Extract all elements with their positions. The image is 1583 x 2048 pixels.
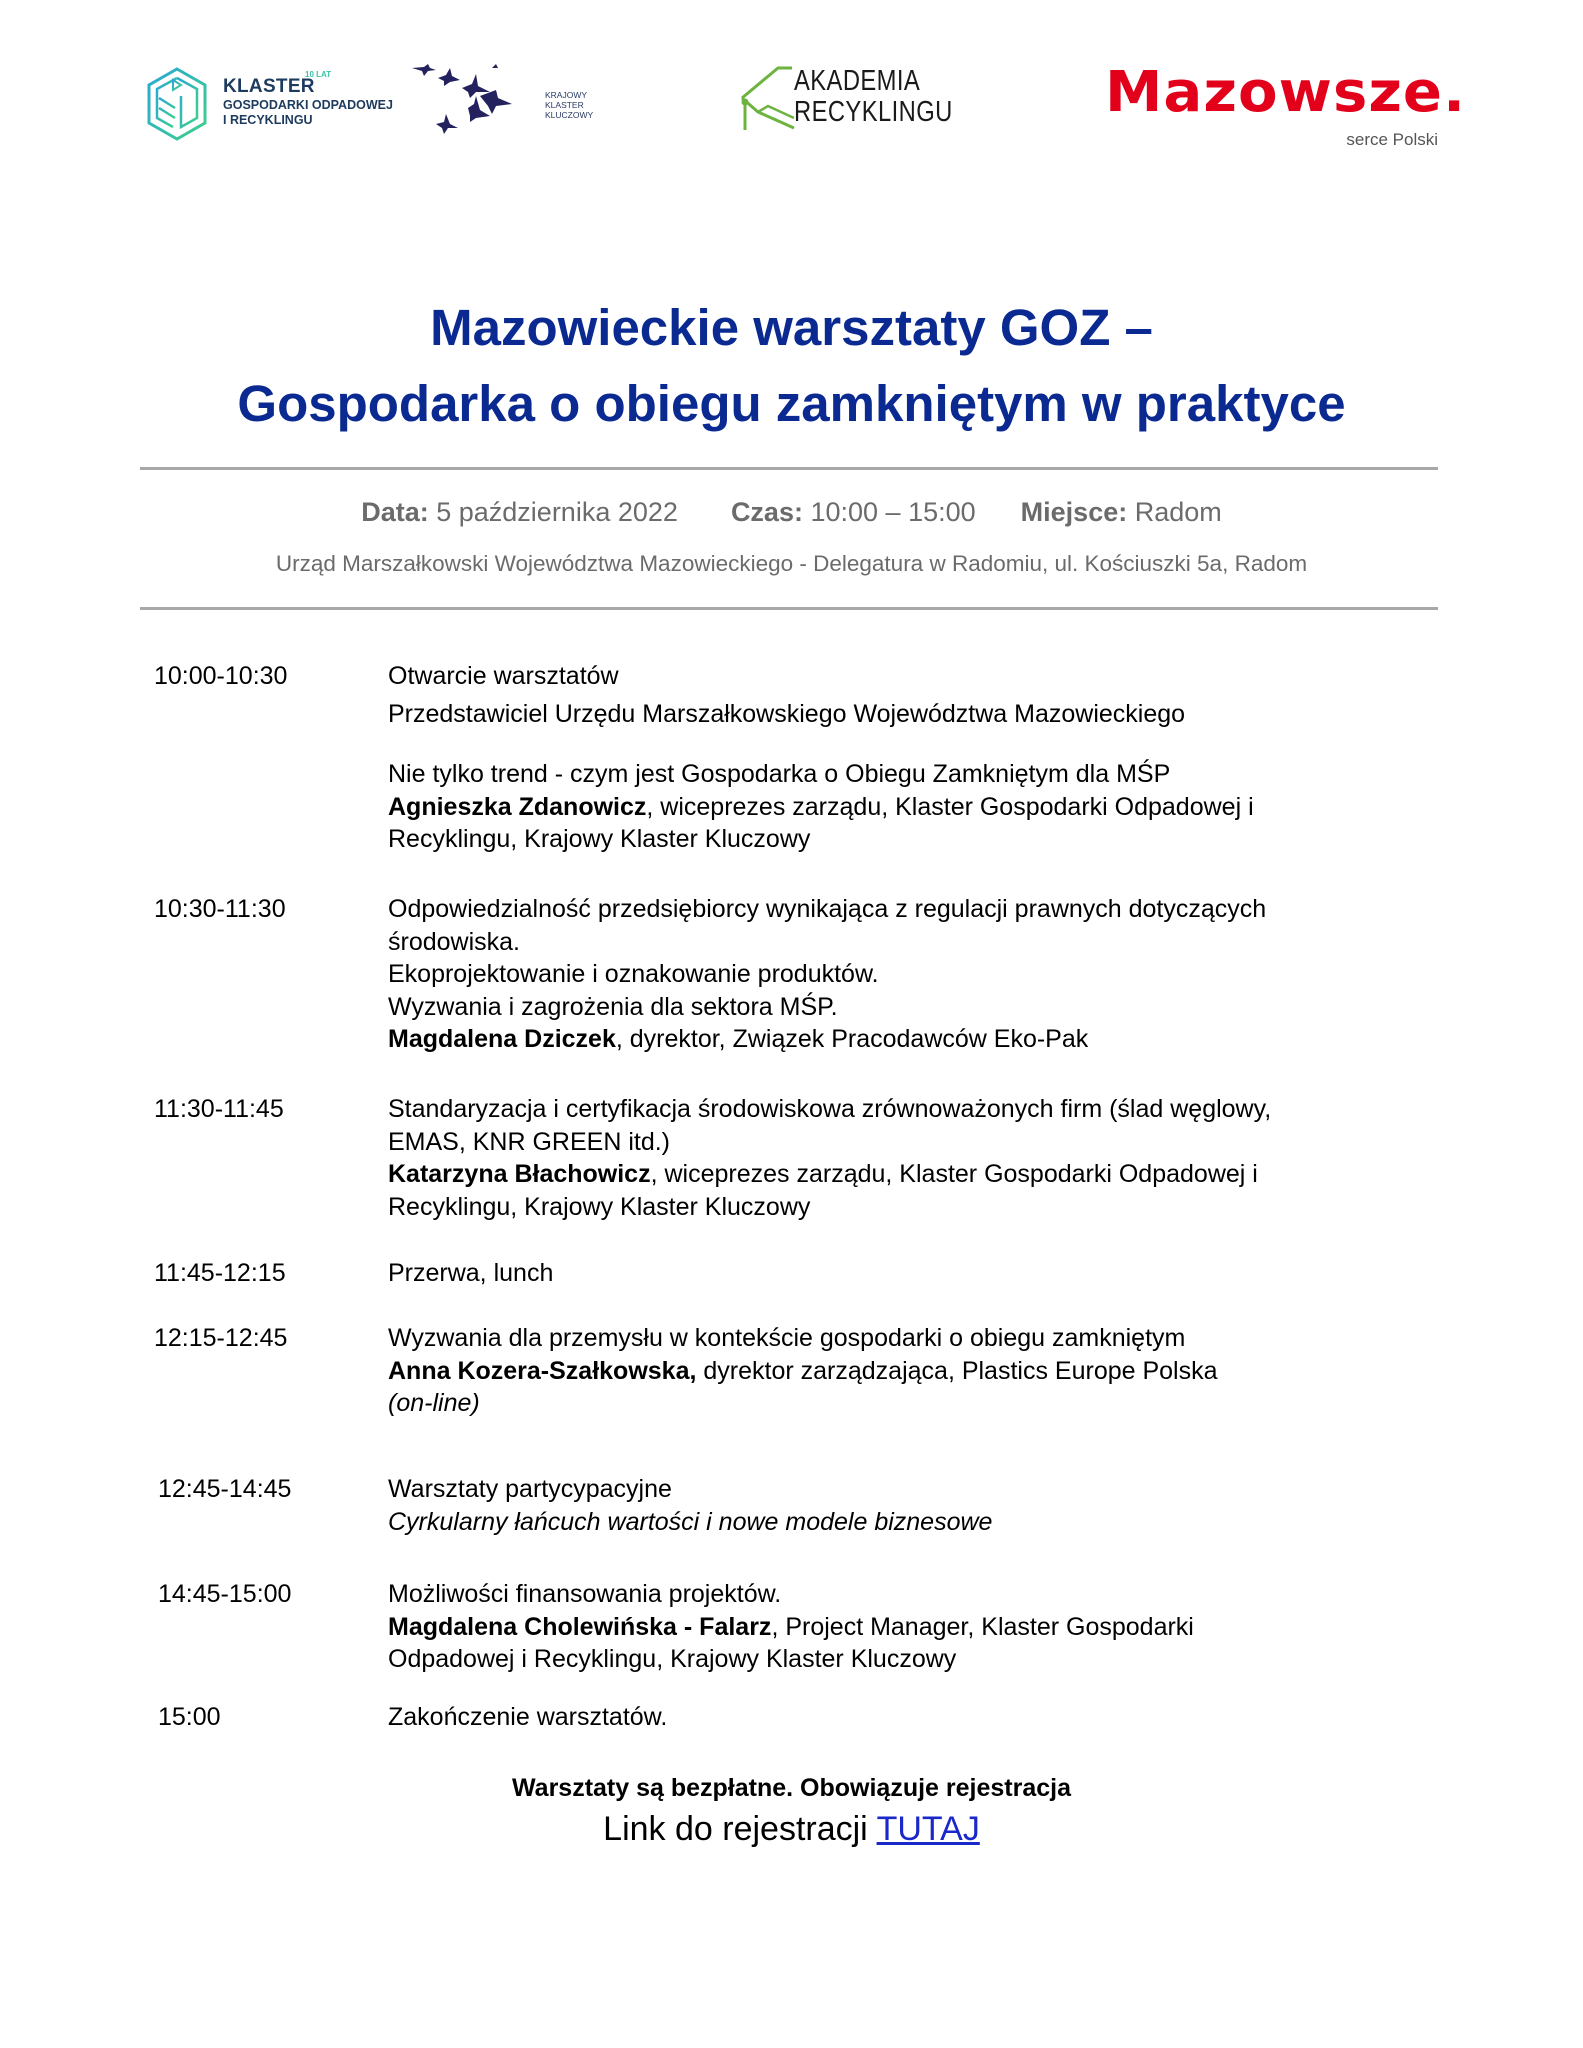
agenda-content: [388, 1701, 1308, 1734]
agenda-time: 15:00: [158, 1703, 221, 1731]
klaster-badge: 10 LAT: [305, 70, 332, 79]
mazowsze-wordmark: Mazowsze.: [1105, 60, 1467, 125]
agenda-line: [388, 991, 1308, 1024]
kkk-line2: KLASTER: [545, 100, 584, 110]
registration-link-prefix: Link do rejestracji: [603, 1810, 877, 1848]
agenda-line: [388, 660, 1308, 693]
agenda-time: 11:30-11:45: [154, 1095, 284, 1123]
event-address: Urząd Marszałkowski Województwa Mazowieckiego - Delegatura w Radomiu, ul. Kościuszki 5a, Radom: [275, 551, 1308, 576]
akademia-line1: AKADEMIA: [794, 65, 921, 97]
agenda-text: Wyzwania dla przemysłu w kontekście gospodarki o obiegu zamkniętym: [388, 1324, 1186, 1352]
speaker-name: Magdalena Cholewińska - Falarz: [388, 1612, 772, 1641]
agenda-line: [388, 893, 1308, 958]
event-info: [0, 497, 1583, 528]
agenda-line: [388, 1611, 1308, 1676]
speaker-role: , Project Manager, Klaster Gospodarki Odpadowej i Recyklingu, Krajowy Klaster Kluczowy: [388, 1612, 1194, 1673]
agenda-row: [154, 1093, 1454, 1223]
agenda-row: [158, 1578, 1458, 1676]
agenda-time: 12:45-14:45: [158, 1475, 292, 1503]
akademia-line2: RECYKLINGU: [794, 96, 953, 128]
agenda-content: [388, 1093, 1308, 1223]
agenda-text: Nie tylko trend - czym jest Gospodarka o Obiegu Zamkniętym dla MŚP: [388, 760, 1171, 788]
agenda-content: [388, 1322, 1308, 1420]
krajowy-klaster-kluczowy-logo: [410, 62, 610, 146]
time-value: 10:00 – 15:00: [810, 497, 976, 527]
agenda-text: Możliwości finansowania projektów.: [388, 1580, 782, 1608]
agenda-text: Przedstawiciel Urzędu Marszałkowskiego Województwa Mazowieckiego: [388, 699, 1186, 728]
agenda-time: 11:45-12:15: [154, 1259, 286, 1287]
agenda-time: 14:45-15:00: [158, 1580, 292, 1608]
mazowsze-logo: [1105, 60, 1467, 158]
flying-birds-icon: [410, 62, 540, 146]
klaster-line2: I RECYKLINGU: [223, 113, 313, 127]
agenda-line: [388, 1257, 1308, 1290]
speaker-role: dyrektor zarządzająca, Plastics Europe Polska: [696, 1356, 1218, 1385]
agenda-text: Zakończenie warsztatów.: [388, 1703, 668, 1731]
agenda-text: Przerwa, lunch: [388, 1259, 554, 1287]
agenda-content: [388, 893, 1308, 1056]
agenda-content: [388, 1578, 1308, 1676]
agenda-note: (on-line): [388, 1389, 480, 1417]
agenda-content: [388, 1473, 1308, 1538]
agenda-time: 10:00-10:30: [154, 662, 288, 690]
agenda-line: [388, 1701, 1308, 1734]
speaker-name: Magdalena Dziczek: [388, 1025, 616, 1053]
klaster-line1: GOSPODARKI ODPADOWEJ: [223, 98, 393, 112]
registration-line: [0, 1810, 1583, 1849]
agenda-line: [388, 1506, 1308, 1539]
place-value: Radom: [1134, 497, 1222, 527]
agenda-time: 12:15-12:45: [154, 1324, 288, 1352]
date-label: Data:: [361, 497, 429, 527]
agenda-text: Standaryzacja i certyfikacja środowiskowa zrównoważonych firm (ślad węglowy, EMAS, KNR GREEN itd.): [388, 1095, 1272, 1156]
agenda-row: [158, 1473, 1458, 1538]
agenda-row: [154, 893, 1454, 1056]
agenda-line: [388, 1023, 1308, 1056]
akademia-recyklingu-logo: [738, 65, 953, 136]
page-title: [0, 290, 1583, 442]
kkk-line1: KRAJOWY: [545, 90, 588, 100]
agenda-line: [388, 958, 1308, 991]
agenda-line: [388, 1578, 1308, 1611]
place-label: Miejsce:: [1020, 497, 1128, 527]
speaker-name: Agnieszka Zdanowicz: [388, 792, 647, 821]
agenda-time: 10:30-11:30: [154, 895, 286, 923]
agenda-row: [154, 1257, 1454, 1290]
speaker-name: Katarzyna Błachowicz: [388, 1160, 651, 1188]
agenda-text: Ekoprojektowanie i oznakowanie produktów.: [388, 960, 879, 988]
speaker-name: Anna Kozera-Szałkowska,: [388, 1356, 697, 1385]
speaker-role: , dyrektor, Związek Pracodawców Eko-Pak: [615, 1025, 1089, 1053]
agenda-line: [388, 1355, 1308, 1388]
time-label: Czas:: [730, 497, 803, 527]
date-value: 5 października 2022: [436, 497, 678, 527]
agenda-line: [388, 1387, 1308, 1420]
agenda-line: [388, 698, 1308, 731]
agenda-text: Warsztaty partycypacyjne: [388, 1475, 672, 1503]
logo-bar: [0, 58, 1583, 158]
speaker-role: , wiceprezes zarządu, Klaster Gospodarki Odpadowej i Recyklingu, Krajowy Klaster Kluczowy: [388, 1160, 1258, 1221]
agenda-line: [388, 1093, 1308, 1158]
agenda-row: [158, 1701, 1458, 1734]
divider-bottom: [140, 607, 1438, 610]
agenda-content: [388, 1257, 1308, 1290]
title-line-2: Gospodarka o obiegu zamkniętym w praktyce: [237, 375, 1346, 432]
agenda-line: [388, 1473, 1308, 1506]
agenda-line: [388, 1158, 1308, 1223]
divider-top: [140, 467, 1438, 470]
agenda-text: Odpowiedzialność przedsiębiorcy wynikająca z regulacji prawnych dotyczących środowiska.: [388, 895, 1267, 956]
agenda-line: [388, 758, 1308, 791]
agenda-content: [388, 660, 1308, 856]
registration-link[interactable]: TUTAJ: [876, 1810, 980, 1848]
agenda-note: Cyrkularny łańcuch wartości i nowe modele biznesowe: [388, 1507, 993, 1536]
agenda-text: Otwarcie warsztatów: [388, 662, 619, 690]
agenda-row: [154, 1322, 1454, 1420]
klaster-hexagon-icon: [145, 66, 209, 142]
kkk-line3: KLUCZOWY: [545, 110, 594, 120]
title-line-1: Mazowieckie warsztaty GOZ –: [430, 299, 1153, 356]
agenda-line: [388, 791, 1308, 856]
agenda-row: [154, 660, 1454, 856]
klaster-logo: [145, 66, 415, 148]
graduation-cap-icon: [738, 66, 798, 132]
speaker-role: , wiceprezes zarządu, Klaster Gospodarki Odpadowej i Recyklingu, Krajowy Klaster Kluczowy: [388, 792, 1254, 853]
mazowsze-tagline: serce Polski: [1346, 130, 1438, 149]
klaster-title: KLASTER: [223, 76, 315, 97]
registration-notice: Warsztaty są bezpłatne. Obowiązuje rejestracja: [512, 1774, 1071, 1802]
agenda-text: Wyzwania i zagrożenia dla sektora MŚP.: [388, 992, 838, 1021]
agenda-line: [388, 1322, 1308, 1355]
